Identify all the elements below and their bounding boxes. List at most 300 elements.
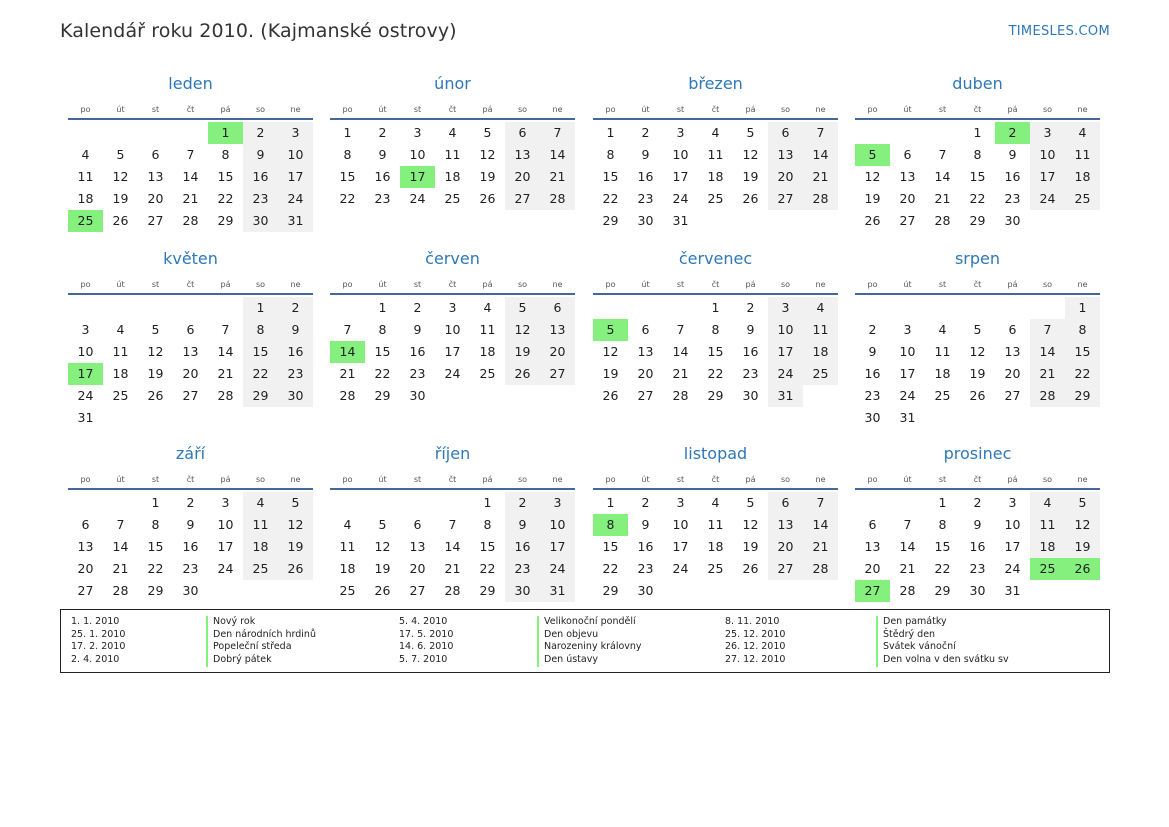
day-cell: 23 — [374, 191, 391, 206]
day-cell: 4 — [1030, 492, 1065, 514]
month-1 — [330, 72, 575, 210]
day-cell: 3 — [903, 322, 912, 337]
day-cell: 22 — [969, 191, 986, 206]
day-cell: 5 — [483, 125, 492, 140]
weekday-label: so — [780, 475, 791, 484]
day-cell: 9 — [505, 514, 540, 536]
month-name: červenec — [678, 249, 753, 268]
day-cell: 16 — [243, 166, 278, 188]
day-cell: 9 — [378, 147, 387, 162]
day-cell: 28 — [182, 213, 199, 228]
day-cell: 15 — [217, 169, 234, 184]
day-cell: 12 — [112, 169, 129, 184]
day-cell: 18 — [243, 536, 278, 558]
day-cell: 19 — [278, 536, 313, 558]
weekday-label: čt — [448, 280, 457, 289]
day-cell: 30 — [637, 583, 654, 598]
weekday-label: út — [116, 280, 125, 289]
weekday-label: pá — [482, 475, 493, 484]
day-cell: 29 — [602, 583, 619, 598]
legend-date: 17. 2. 2010 — [71, 641, 126, 653]
day-cell: 7 — [938, 147, 947, 162]
day-cell: 26 — [112, 213, 129, 228]
weekday-header — [68, 276, 313, 295]
empty-cell — [330, 297, 365, 319]
day-cell: 3 — [278, 122, 313, 144]
day-cell: 20 — [899, 191, 916, 206]
day-cell: 18 — [1030, 536, 1065, 558]
day-cell: 9 — [641, 147, 650, 162]
weekday-label: ne — [1077, 105, 1088, 114]
day-cell: 17 — [278, 166, 313, 188]
day-cell: 26 — [479, 191, 496, 206]
day-cell: 26 — [969, 388, 986, 403]
weekday-label: ne — [1077, 475, 1088, 484]
weekday-label: út — [378, 280, 387, 289]
legend-date: 5. 4. 2010 — [399, 616, 448, 627]
empty-cell — [138, 297, 173, 319]
day-grid — [593, 492, 838, 602]
legend-holiday-name: Popeleční středa — [206, 641, 292, 654]
day-cell: 1 — [938, 495, 947, 510]
day-cell: 26 — [602, 388, 619, 403]
weekday-label: čt — [448, 105, 457, 114]
day-cell: 9 — [278, 319, 313, 341]
day-cell: 10 — [1004, 517, 1021, 532]
day-cell: 30 — [637, 213, 654, 228]
legend-date: 25. 1. 2010 — [71, 628, 126, 640]
day-cell: 4 — [1065, 122, 1100, 144]
day-cell: 25 — [1065, 188, 1100, 210]
empty-cell — [628, 297, 663, 319]
day-cell: 10 — [672, 517, 689, 532]
day-cell: 8 — [378, 322, 387, 337]
day-cell: 23 — [409, 366, 426, 381]
weekday-label: ne — [815, 280, 826, 289]
day-cell: 11 — [1030, 514, 1065, 536]
day-cell: 31 — [1004, 583, 1021, 598]
day-cell: 11 — [339, 539, 356, 554]
day-cell: 6 — [413, 517, 422, 532]
day-cell: 25 — [112, 388, 129, 403]
weekday-label: čt — [186, 280, 195, 289]
empty-cell — [103, 492, 138, 514]
day-cell: 21 — [803, 166, 838, 188]
day-cell: 23 — [864, 388, 881, 403]
day-cell: 4 — [343, 517, 352, 532]
day-cell: 26 — [742, 191, 759, 206]
weekday-label: po — [342, 475, 353, 484]
day-cell: 6 — [186, 322, 195, 337]
day-cell: 25 — [243, 558, 278, 580]
day-cell: 3 — [221, 495, 230, 510]
weekday-label: ne — [290, 475, 301, 484]
weekday-label: po — [342, 280, 353, 289]
day-cell: 25 — [934, 388, 951, 403]
day-cell: 6 — [641, 322, 650, 337]
month-name: leden — [168, 74, 213, 93]
day-cell: 3 — [1030, 122, 1065, 144]
day-cell: 16 — [505, 536, 540, 558]
day-cell: 30 — [505, 580, 540, 602]
day-cell: 9 — [973, 517, 982, 532]
day-cell: 15 — [243, 341, 278, 363]
day-cell: 14 — [672, 344, 689, 359]
day-cell: 31 — [768, 385, 803, 407]
day-cell: 28 — [934, 213, 951, 228]
day-cell: 30 — [864, 410, 881, 425]
day-cell: 14 — [112, 539, 129, 554]
weekday-label: so — [517, 105, 528, 114]
empty-cell — [68, 297, 103, 319]
month-name: červen — [425, 249, 480, 268]
day-cell: 28 — [540, 188, 575, 210]
day-cell: 1 — [606, 495, 615, 510]
day-grid — [68, 122, 313, 232]
legend-date: 2. 4. 2010 — [71, 654, 120, 666]
legend-holiday-name: Den objevu — [537, 629, 598, 642]
day-cell: 12 — [505, 319, 540, 341]
day-cell: 1 — [378, 300, 387, 315]
day-cell: 6 — [768, 122, 803, 144]
holiday-day-cell: 27 — [855, 580, 890, 602]
weekday-label: so — [255, 475, 266, 484]
month-5 — [330, 247, 575, 407]
day-cell: 25 — [444, 191, 461, 206]
day-cell: 13 — [409, 539, 426, 554]
day-cell: 4 — [938, 322, 947, 337]
weekday-label: po — [80, 280, 91, 289]
day-cell: 12 — [742, 517, 759, 532]
day-cell: 27 — [768, 188, 803, 210]
empty-cell — [365, 492, 400, 514]
day-cell: 14 — [217, 344, 234, 359]
weekday-label: so — [517, 280, 528, 289]
day-cell: 2 — [505, 492, 540, 514]
legend-holiday-name: Dobrý pátek — [206, 654, 272, 667]
day-cell: 28 — [803, 558, 838, 580]
holiday-day-cell: 17 — [68, 363, 103, 385]
day-cell: 23 — [637, 561, 654, 576]
weekday-label: po — [867, 280, 878, 289]
day-cell: 5 — [746, 125, 755, 140]
weekday-label: po — [80, 475, 91, 484]
weekday-label: út — [378, 105, 387, 114]
day-cell: 14 — [444, 539, 461, 554]
day-cell: 22 — [707, 366, 724, 381]
day-cell: 1 — [483, 495, 492, 510]
day-cell: 21 — [182, 191, 199, 206]
month-name: srpen — [954, 249, 1001, 268]
day-cell: 28 — [803, 188, 838, 210]
month-8 — [68, 442, 313, 602]
weekday-label: čt — [186, 475, 195, 484]
day-cell: 10 — [540, 514, 575, 536]
day-cell: 27 — [540, 363, 575, 385]
day-cell: 18 — [339, 561, 356, 576]
day-cell: 11 — [934, 344, 951, 359]
day-cell: 28 — [112, 583, 129, 598]
day-cell: 7 — [1030, 319, 1065, 341]
weekday-label: st — [413, 475, 422, 484]
day-cell: 24 — [672, 191, 689, 206]
day-cell: 12 — [742, 147, 759, 162]
day-cell: 15 — [374, 344, 391, 359]
day-cell: 12 — [1065, 514, 1100, 536]
weekday-header — [593, 101, 838, 120]
day-cell: 21 — [803, 536, 838, 558]
day-cell: 8 — [711, 322, 720, 337]
day-cell: 24 — [77, 388, 94, 403]
day-cell: 24 — [409, 191, 426, 206]
weekday-label: so — [255, 280, 266, 289]
day-cell: 17 — [768, 341, 803, 363]
weekday-label: pá — [220, 280, 231, 289]
weekday-label: st — [938, 105, 947, 114]
day-cell: 30 — [278, 385, 313, 407]
day-cell: 5 — [505, 297, 540, 319]
day-grid — [855, 492, 1100, 602]
weekday-label: pá — [745, 105, 756, 114]
day-cell: 15 — [602, 169, 619, 184]
day-cell: 24 — [1004, 561, 1021, 576]
weekday-label: ne — [552, 280, 563, 289]
day-grid — [330, 122, 575, 210]
day-cell: 17 — [1030, 166, 1065, 188]
day-cell: 19 — [742, 169, 759, 184]
holiday-day-cell: 25 — [1030, 558, 1065, 580]
day-cell: 29 — [374, 388, 391, 403]
day-cell: 15 — [969, 169, 986, 184]
day-cell: 27 — [505, 188, 540, 210]
day-cell: 30 — [1004, 213, 1021, 228]
day-cell: 2 — [278, 297, 313, 319]
day-cell: 13 — [77, 539, 94, 554]
weekday-label: ne — [290, 105, 301, 114]
day-cell: 26 — [505, 363, 540, 385]
day-cell: 30 — [969, 583, 986, 598]
day-cell: 10 — [409, 147, 426, 162]
weekday-label: pá — [1007, 280, 1018, 289]
day-cell: 18 — [112, 366, 129, 381]
legend-date: 17. 5. 2010 — [399, 628, 454, 640]
day-cell: 1 — [1065, 297, 1100, 319]
day-cell: 16 — [864, 366, 881, 381]
day-grid — [593, 122, 838, 232]
day-cell: 1 — [343, 125, 352, 140]
day-cell: 11 — [707, 517, 724, 532]
day-cell: 22 — [602, 561, 619, 576]
day-cell: 22 — [1065, 363, 1100, 385]
day-cell: 23 — [182, 561, 199, 576]
day-cell: 13 — [182, 344, 199, 359]
site-link[interactable]: TIMESLES.COM — [1008, 24, 1110, 39]
month-name: prosinec — [943, 444, 1012, 463]
day-cell: 31 — [278, 210, 313, 232]
day-grid — [855, 122, 1100, 232]
legend-date: 8. 11. 2010 — [725, 616, 780, 627]
day-cell: 17 — [1004, 539, 1021, 554]
legend-holiday-name: Den ústavy — [537, 654, 598, 667]
day-cell: 6 — [768, 492, 803, 514]
day-cell: 10 — [77, 344, 94, 359]
day-cell: 3 — [676, 125, 685, 140]
weekday-label: po — [342, 105, 353, 114]
day-cell: 22 — [934, 561, 951, 576]
day-cell: 5 — [378, 517, 387, 532]
legend-date: 25. 12. 2010 — [725, 628, 786, 640]
empty-cell — [960, 297, 995, 319]
day-grid — [330, 297, 575, 407]
day-cell: 3 — [413, 125, 422, 140]
day-cell: 2 — [186, 495, 195, 510]
day-cell: 15 — [1065, 341, 1100, 363]
weekday-header — [68, 101, 313, 120]
day-cell: 1 — [151, 495, 160, 510]
day-cell: 7 — [676, 322, 685, 337]
weekday-label: so — [1042, 105, 1053, 114]
day-cell: 3 — [768, 297, 803, 319]
month-name: listopad — [683, 444, 748, 463]
day-cell: 7 — [803, 122, 838, 144]
day-cell: 29 — [243, 385, 278, 407]
day-cell: 24 — [540, 558, 575, 580]
day-cell: 24 — [217, 561, 234, 576]
weekday-header — [593, 276, 838, 295]
weekday-label: st — [676, 280, 685, 289]
day-cell: 2 — [641, 125, 650, 140]
weekday-label: so — [1042, 280, 1053, 289]
day-cell: 19 — [479, 169, 496, 184]
weekday-label: ne — [1077, 280, 1088, 289]
month-name: březen — [688, 74, 743, 93]
weekday-label: pá — [745, 475, 756, 484]
day-cell: 21 — [934, 191, 951, 206]
day-grid — [68, 297, 313, 429]
day-cell: 6 — [868, 517, 877, 532]
weekday-label: út — [903, 280, 912, 289]
weekday-label: pá — [220, 105, 231, 114]
day-cell: 4 — [116, 322, 125, 337]
day-cell: 13 — [899, 169, 916, 184]
day-cell: 13 — [1004, 344, 1021, 359]
weekday-label: čt — [973, 280, 982, 289]
legend-holiday-name: Narozeniny královny — [537, 641, 642, 654]
day-cell: 11 — [243, 514, 278, 536]
holiday-day-cell: 26 — [1065, 558, 1100, 580]
day-cell: 17 — [899, 366, 916, 381]
day-cell: 16 — [1004, 169, 1021, 184]
day-cell: 23 — [637, 191, 654, 206]
day-cell: 13 — [768, 144, 803, 166]
day-cell: 29 — [602, 213, 619, 228]
day-cell: 19 — [147, 366, 164, 381]
weekday-label: st — [413, 280, 422, 289]
day-cell: 31 — [77, 410, 94, 425]
empty-cell — [435, 492, 470, 514]
day-cell: 20 — [505, 166, 540, 188]
day-cell: 18 — [479, 344, 496, 359]
day-cell: 16 — [409, 344, 426, 359]
day-cell: 18 — [444, 169, 461, 184]
day-cell: 16 — [969, 539, 986, 554]
day-cell: 4 — [711, 125, 720, 140]
day-cell: 18 — [934, 366, 951, 381]
empty-cell — [103, 297, 138, 319]
weekday-label: čt — [973, 475, 982, 484]
day-cell: 20 — [182, 366, 199, 381]
day-cell: 13 — [147, 169, 164, 184]
day-cell: 7 — [540, 122, 575, 144]
weekday-label: po — [605, 105, 616, 114]
weekday-label: út — [641, 280, 650, 289]
day-cell: 12 — [969, 344, 986, 359]
day-cell: 27 — [77, 583, 94, 598]
weekday-label: út — [903, 105, 912, 114]
day-cell: 10 — [217, 517, 234, 532]
day-cell: 25 — [707, 561, 724, 576]
empty-cell — [890, 492, 925, 514]
weekday-header — [593, 471, 838, 490]
day-cell: 31 — [899, 410, 916, 425]
day-cell: 17 — [444, 344, 461, 359]
empty-cell — [890, 297, 925, 319]
day-cell: 24 — [444, 366, 461, 381]
day-cell: 17 — [217, 539, 234, 554]
day-cell: 29 — [147, 583, 164, 598]
legend-holiday-name: Den národních hrdinů — [206, 629, 316, 642]
day-cell: 1 — [711, 300, 720, 315]
weekday-label: st — [938, 280, 947, 289]
day-cell: 6 — [151, 147, 160, 162]
holiday-day-cell: 5 — [855, 144, 890, 166]
day-cell: 3 — [81, 322, 90, 337]
day-cell: 10 — [1030, 144, 1065, 166]
day-cell: 10 — [768, 319, 803, 341]
day-cell: 31 — [540, 580, 575, 602]
day-cell: 19 — [1065, 536, 1100, 558]
day-cell: 7 — [186, 147, 195, 162]
day-cell: 17 — [672, 539, 689, 554]
empty-cell — [925, 122, 960, 144]
weekday-label: po — [605, 475, 616, 484]
weekday-label: st — [151, 280, 160, 289]
day-cell: 19 — [864, 191, 881, 206]
day-cell: 20 — [1004, 366, 1021, 381]
day-cell: 20 — [77, 561, 94, 576]
day-cell: 20 — [864, 561, 881, 576]
day-cell: 23 — [969, 561, 986, 576]
day-cell: 27 — [409, 583, 426, 598]
weekday-label: čt — [186, 105, 195, 114]
day-cell: 30 — [243, 210, 278, 232]
day-cell: 5 — [116, 147, 125, 162]
day-cell: 30 — [742, 388, 759, 403]
weekday-header — [855, 471, 1100, 490]
day-cell: 6 — [505, 122, 540, 144]
day-cell: 30 — [182, 583, 199, 598]
month-4 — [68, 247, 313, 429]
day-cell: 2 — [378, 125, 387, 140]
day-cell: 19 — [112, 191, 129, 206]
day-cell: 5 — [151, 322, 160, 337]
day-cell: 24 — [768, 363, 803, 385]
day-cell: 8 — [938, 517, 947, 532]
day-cell: 6 — [540, 297, 575, 319]
weekday-label: st — [938, 475, 947, 484]
day-cell: 7 — [903, 517, 912, 532]
day-cell: 7 — [343, 322, 352, 337]
